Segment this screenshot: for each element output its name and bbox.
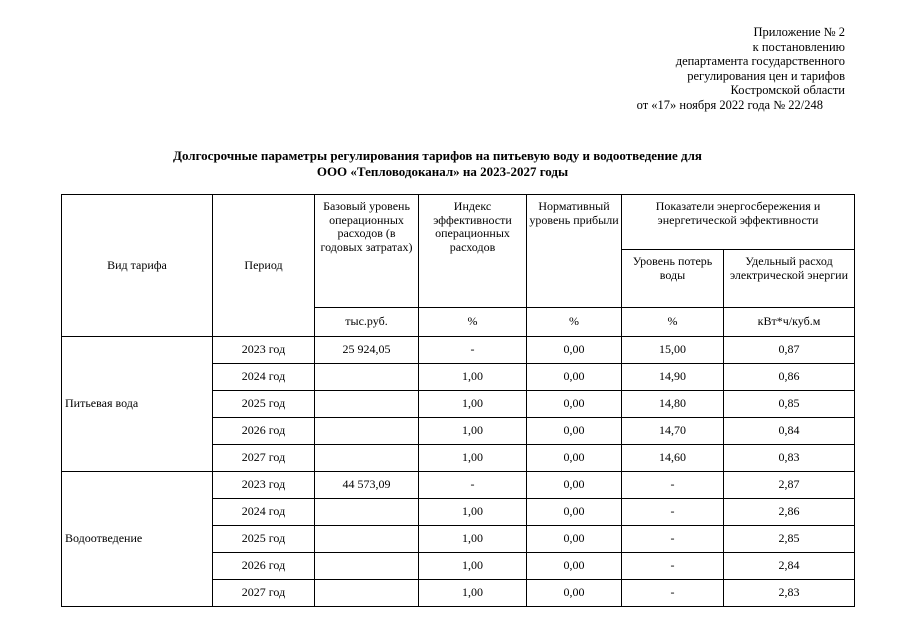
cell-electricity-rate: 0,84: [724, 418, 855, 445]
cell-period: 2025 год: [213, 526, 315, 553]
cell-profit-level: 0,00: [527, 472, 622, 499]
unit-electricity-rate: кВт*ч/куб.м: [724, 308, 855, 337]
cell-water-losses: -: [622, 472, 724, 499]
cell-profit-level: 0,00: [527, 418, 622, 445]
cell-profit-level: 0,00: [527, 445, 622, 472]
cell-electricity-rate: 2,86: [724, 499, 855, 526]
document-title-line-2: ООО «Тепловодоканал» на 2023-2027 годы: [316, 163, 569, 179]
cell-period: 2026 год: [213, 553, 315, 580]
appendix-line: регулирования цен и тарифов: [687, 68, 845, 83]
cell-water-losses: 14,70: [622, 418, 724, 445]
tariff-parameters-table: [61, 194, 855, 607]
cell-electricity-rate: 0,85: [724, 391, 855, 418]
appendix-line: департамента государственного: [675, 54, 845, 69]
cell-base-costs: [315, 364, 419, 391]
cell-efficiency-index: -: [419, 337, 527, 364]
cell-electricity-rate: 0,83: [724, 445, 855, 472]
document-title-line-1: Долгосрочные параметры регулирования тарифов на питьевую воду и водоотведение для: [173, 148, 702, 163]
cell-profit-level: 0,00: [527, 553, 622, 580]
header-tariff-type: Вид тарифа: [62, 195, 213, 337]
document-title: [0, 148, 905, 179]
cell-efficiency-index: 1,00: [419, 580, 527, 607]
header-water-losses: Уровень потерь воды: [622, 250, 724, 308]
cell-period: 2023 год: [213, 472, 315, 499]
appendix-line: Приложение № 2: [753, 25, 845, 39]
cell-base-costs: [315, 418, 419, 445]
cell-period: 2024 год: [213, 499, 315, 526]
cell-base-costs: [315, 499, 419, 526]
cell-base-costs: [315, 391, 419, 418]
cell-efficiency-index: -: [419, 472, 527, 499]
cell-base-costs: [315, 580, 419, 607]
cell-efficiency-index: 1,00: [419, 391, 527, 418]
appendix-block: [637, 25, 845, 113]
table-row: [62, 472, 855, 499]
header-profit-level: Нормативный уровень прибыли: [527, 195, 622, 308]
cell-water-losses: -: [622, 499, 724, 526]
cell-profit-level: 0,00: [527, 526, 622, 553]
cell-profit-level: 0,00: [527, 391, 622, 418]
appendix-date-line: от «17» ноября 2022 года № 22/248: [636, 97, 823, 112]
cell-base-costs: [315, 445, 419, 472]
cell-water-losses: 15,00: [622, 337, 724, 364]
appendix-line: к постановлению: [752, 39, 845, 54]
cell-base-costs: 25 924,05: [315, 337, 419, 364]
cell-water-losses: 14,80: [622, 391, 724, 418]
unit-efficiency-index: %: [419, 308, 527, 337]
cell-water-losses: 14,90: [622, 364, 724, 391]
cell-base-costs: 44 573,09: [315, 472, 419, 499]
cell-period: 2025 год: [213, 391, 315, 418]
header-base-costs: Базовый уровень операционных расходов (в годовых затратах): [315, 195, 419, 308]
cell-period: 2024 год: [213, 364, 315, 391]
unit-water-losses: %: [622, 308, 724, 337]
cell-profit-level: 0,00: [527, 580, 622, 607]
unit-profit-level: %: [527, 308, 622, 337]
cell-efficiency-index: 1,00: [419, 526, 527, 553]
tariff-name-drinking-water: Питьевая вода: [62, 337, 213, 472]
cell-electricity-rate: 2,87: [724, 472, 855, 499]
cell-base-costs: [315, 553, 419, 580]
cell-period: 2027 год: [213, 580, 315, 607]
header-electricity-rate: Удельный расход электрической энергии: [724, 250, 855, 308]
cell-water-losses: -: [622, 526, 724, 553]
header-efficiency-index: Индекс эффективности операционных расходов: [419, 195, 527, 308]
cell-water-losses: -: [622, 553, 724, 580]
header-period: Период: [213, 195, 315, 337]
table-row: [62, 337, 855, 364]
tariff-name-wastewater: Водоотведение: [62, 472, 213, 607]
cell-period: 2026 год: [213, 418, 315, 445]
cell-water-losses: 14,60: [622, 445, 724, 472]
cell-profit-level: 0,00: [527, 364, 622, 391]
cell-efficiency-index: 1,00: [419, 499, 527, 526]
cell-electricity-rate: 2,85: [724, 526, 855, 553]
cell-efficiency-index: 1,00: [419, 553, 527, 580]
cell-profit-level: 0,00: [527, 499, 622, 526]
cell-water-losses: -: [622, 580, 724, 607]
cell-electricity-rate: 2,84: [724, 553, 855, 580]
cell-efficiency-index: 1,00: [419, 364, 527, 391]
cell-base-costs: [315, 526, 419, 553]
cell-period: 2023 год: [213, 337, 315, 364]
cell-profit-level: 0,00: [527, 337, 622, 364]
cell-efficiency-index: 1,00: [419, 418, 527, 445]
cell-electricity-rate: 0,87: [724, 337, 855, 364]
cell-electricity-rate: 2,83: [724, 580, 855, 607]
cell-efficiency-index: 1,00: [419, 445, 527, 472]
cell-electricity-rate: 0,86: [724, 364, 855, 391]
cell-period: 2027 год: [213, 445, 315, 472]
appendix-line: Костромской области: [730, 83, 845, 98]
header-energy-group: Показатели энергосбережения и энергетической эффективности: [622, 195, 855, 250]
unit-base-costs: тыс.руб.: [315, 308, 419, 337]
